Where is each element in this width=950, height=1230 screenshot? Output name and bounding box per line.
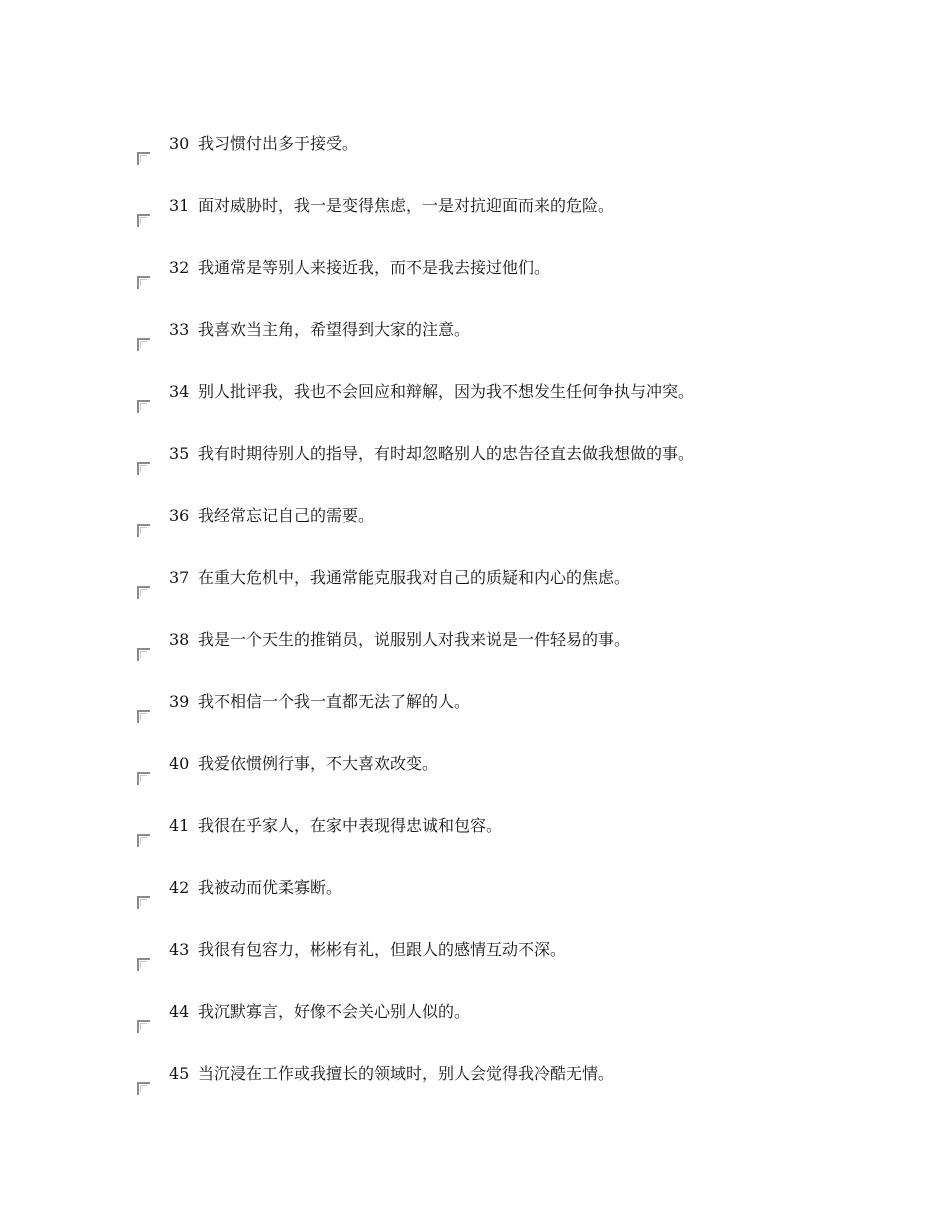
question-item-34: [0, 381, 950, 421]
question-number: 36: [169, 506, 190, 525]
question-text: 我经常忘记自己的需要。: [198, 506, 375, 525]
question-item-37: [0, 567, 950, 607]
checkbox-43[interactable]: [137, 958, 150, 971]
question-number: 43: [169, 940, 190, 959]
question-number: 39: [169, 692, 190, 711]
checkbox-40[interactable]: [137, 772, 150, 785]
question-number: 31: [169, 196, 190, 215]
question-item-38: [0, 629, 950, 669]
question-text: 我喜欢当主角，希望得到大家的注意。: [198, 320, 471, 339]
question-text: 面对威胁时，我一是变得焦虑，一是对抗迎面而来的危险。: [198, 196, 615, 215]
question-text: 当沉浸在工作或我擅长的领域时，别人会觉得我冷酷无情。: [198, 1064, 615, 1083]
question-item-30: [0, 133, 950, 173]
checkbox-37[interactable]: [137, 586, 150, 599]
question-number: 34: [169, 382, 190, 401]
checkbox-35[interactable]: [137, 462, 150, 475]
question-text: 我通常是等别人来接近我，而不是我去接过他们。: [198, 258, 551, 277]
checkbox-39[interactable]: [137, 710, 150, 723]
question-item-32: [0, 257, 950, 297]
checkbox-33[interactable]: [137, 338, 150, 351]
question-item-35: [0, 443, 950, 483]
question-item-45: [0, 1063, 950, 1103]
question-number: 41: [169, 816, 190, 835]
question-item-36: [0, 505, 950, 545]
question-text: 我习惯付出多于接受。: [198, 134, 359, 153]
question-number: 38: [169, 630, 190, 649]
question-item-43: [0, 939, 950, 979]
question-number: 40: [169, 754, 190, 773]
checkbox-41[interactable]: [137, 834, 150, 847]
question-number: 30: [169, 134, 190, 153]
question-number: 45: [169, 1064, 190, 1083]
question-item-42: [0, 877, 950, 917]
question-text: 我爱依惯例行事，不大喜欢改变。: [198, 754, 439, 773]
question-number: 35: [169, 444, 190, 463]
question-item-44: [0, 1001, 950, 1041]
checkbox-36[interactable]: [137, 524, 150, 537]
checkbox-45[interactable]: [137, 1082, 150, 1095]
question-text: 我很在乎家人，在家中表现得忠诚和包容。: [198, 816, 503, 835]
question-number: 42: [169, 878, 190, 897]
question-text: 别人批评我，我也不会回应和辩解，因为我不想发生任何争执与冲突。: [198, 382, 695, 401]
question-item-39: [0, 691, 950, 731]
checkbox-30[interactable]: [137, 152, 150, 165]
checkbox-44[interactable]: [137, 1020, 150, 1033]
question-text: 我很有包容力，彬彬有礼，但跟人的感情互动不深。: [198, 940, 567, 959]
checkbox-42[interactable]: [137, 896, 150, 909]
question-item-33: [0, 319, 950, 359]
question-text: 在重大危机中，我通常能克服我对自己的质疑和内心的焦虑。: [198, 568, 631, 587]
question-number: 44: [169, 1002, 190, 1021]
checkbox-31[interactable]: [137, 214, 150, 227]
question-item-40: [0, 753, 950, 793]
question-text: 我是一个天生的推销员，说服别人对我来说是一件轻易的事。: [198, 630, 631, 649]
question-number: 37: [169, 568, 190, 587]
checkbox-32[interactable]: [137, 276, 150, 289]
question-item-31: [0, 195, 950, 235]
checkbox-34[interactable]: [137, 400, 150, 413]
question-number: 32: [169, 258, 190, 277]
question-text: 我不相信一个我一直都无法了解的人。: [198, 692, 471, 711]
question-number: 33: [169, 320, 190, 339]
question-item-41: [0, 815, 950, 855]
question-text: 我有时期待别人的指导，有时却忽略别人的忠告径直去做我想做的事。: [198, 444, 695, 463]
checkbox-38[interactable]: [137, 648, 150, 661]
question-text: 我沉默寡言，好像不会关心别人似的。: [198, 1002, 471, 1021]
question-text: 我被动而优柔寡断。: [198, 878, 343, 897]
